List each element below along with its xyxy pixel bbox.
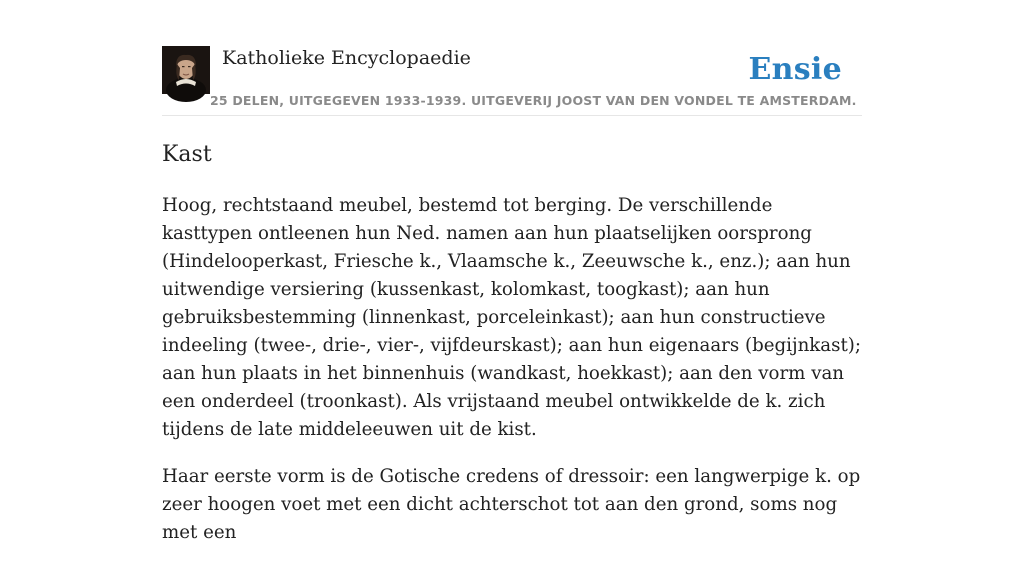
source-header	[162, 46, 862, 116]
article-body	[162, 192, 862, 566]
article-title: Kast	[162, 142, 212, 167]
article-paragraph: Haar eerste vorm is de Gotische credens of dressoir: een langwerpige k. op zeer hoogen voet met een dicht achterschot tot aan den grond, soms nog met een	[162, 466, 861, 543]
source-title[interactable]: Katholieke Encyclopaedie	[222, 47, 471, 69]
source-subtitle: 25 DELEN, UITGEGEVEN 1933-1939. UITGEVERIJ JOOST VAN DEN VONDEL TE AMSTERDAM.	[210, 93, 857, 108]
portrait-avatar-icon[interactable]	[162, 46, 210, 94]
ensie-logo[interactable]: Ensie	[748, 52, 842, 87]
article-paragraph: Hoog, rechtstaand meubel, bestemd tot berging. De verschillende kasttypen ontleenen hun Ned. namen aan hun plaatselijken oorsprong (Hindelooperkast, Friesche k., Vlaamsche k., Zeeuwsche k., enz.); aan hun uitwendige versiering (kussenkast, kolomkast, toogkast); aan hun gebruiksbestemming (linnenkast, porceleinkast); aan hun constructieve indeeling (twee-, drie-, vier-, vijfdeurskast); aan hun eigenaars (begijnkast); aan hun plaats in het binnenhuis (wandkast, hoekkast); aan den vorm van een onderdeel (troonkast). Als vrijstaand meubel ontwikkelde de k. zich tijdens de late middeleeuwen uit de kist.	[162, 195, 862, 440]
header-divider	[162, 115, 862, 116]
